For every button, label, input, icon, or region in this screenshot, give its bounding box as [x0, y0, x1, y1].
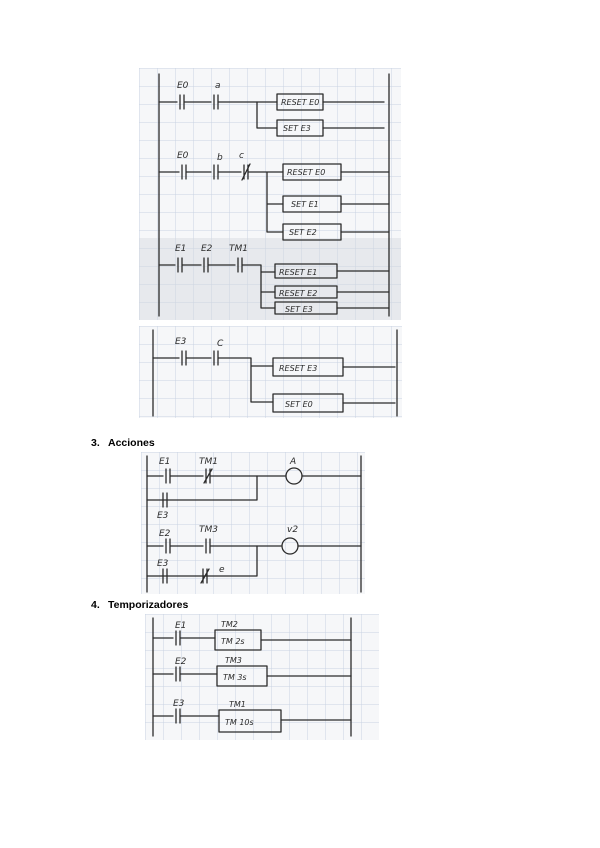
box-label: SET E2	[289, 228, 317, 237]
contact-label: E0	[177, 151, 189, 161]
contact-label: a	[215, 81, 221, 91]
contact-label: E3	[173, 699, 185, 709]
contact-label: E0	[177, 81, 189, 91]
ladder-diagram-3	[141, 452, 365, 594]
box-label: SET E0	[285, 400, 313, 409]
timer-box-label: TM 2s	[221, 637, 245, 646]
ladder-diagram-1	[139, 68, 401, 320]
contact-label: E2	[159, 529, 171, 539]
contact-label: e	[219, 565, 225, 575]
section-title: Acciones	[108, 437, 155, 449]
timer-tag: TM1	[229, 700, 246, 709]
ladder-sketch-timers	[145, 614, 379, 740]
coil-label: A	[290, 457, 297, 467]
box-label: RESET E2	[279, 289, 318, 298]
section-heading-acciones	[91, 437, 155, 449]
timer-box-label: TM 10s	[225, 718, 254, 727]
box-label: RESET E1	[279, 268, 318, 277]
box-label: SET E1	[291, 200, 319, 209]
box-label: SET E3	[283, 124, 311, 133]
timer-tag: TM2	[221, 620, 238, 629]
contact-label: E1	[159, 457, 171, 467]
contact-label: E1	[175, 621, 187, 631]
section-number: 4.	[91, 599, 100, 611]
ladder-sketch-transitions	[139, 68, 401, 320]
contact-label: E2	[201, 244, 213, 254]
contact-label: b	[217, 153, 223, 163]
contact-label: E3	[175, 337, 187, 347]
ladder-sketch-actions	[141, 452, 365, 594]
box-label: RESET E0	[281, 98, 320, 107]
contact-label: TM3	[199, 525, 218, 535]
coil-label: v2	[287, 525, 299, 535]
section-title: Temporizadores	[108, 599, 189, 611]
ladder-diagram-4	[145, 614, 379, 740]
box-label: SET E3	[285, 305, 313, 314]
contact-label: TM1	[229, 244, 248, 254]
box-label: RESET E0	[287, 168, 326, 177]
section-heading-temporizadores	[91, 599, 188, 611]
box-label: RESET E3	[279, 364, 318, 373]
contact-label: E2	[175, 657, 187, 667]
ladder-sketch-reset	[139, 326, 402, 418]
contact-label: c	[239, 151, 244, 161]
ladder-diagram-2	[139, 326, 402, 418]
contact-label: E1	[175, 244, 187, 254]
contact-label: TM1	[199, 457, 218, 467]
contact-label: C	[217, 339, 224, 349]
timer-tag: TM3	[225, 656, 242, 665]
contact-label: E3	[157, 559, 169, 569]
section-number: 3.	[91, 437, 100, 449]
timer-box-label: TM 3s	[223, 673, 247, 682]
contact-label: E3	[157, 511, 169, 521]
